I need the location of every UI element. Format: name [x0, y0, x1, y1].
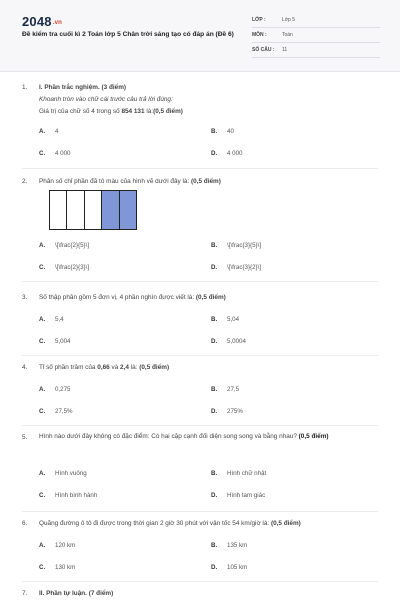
- option-text: Hình chữ nhật: [227, 470, 267, 477]
- option-label: D.: [211, 150, 218, 157]
- option-c[interactable]: [39, 408, 73, 415]
- option-label: D.: [211, 338, 218, 345]
- option-c[interactable]: [39, 150, 70, 157]
- meta-value: 11: [282, 47, 288, 53]
- text-part: và: [109, 364, 121, 371]
- option-text: 40: [227, 128, 234, 135]
- section-heading: I. Phần trắc nghiệm. (3 điểm): [39, 84, 127, 91]
- fraction-figure: [49, 190, 137, 230]
- points-label: (0,5 điểm): [298, 433, 329, 440]
- question-heading: [22, 84, 126, 91]
- option-b[interactable]: [211, 128, 234, 135]
- text-part: Hình nào dưới đây không có đặc điểm: Có hai cặp cạnh đối diện song song và bằng nhau?: [39, 433, 297, 440]
- option-c[interactable]: [39, 564, 75, 571]
- question-heading: [22, 178, 221, 185]
- question-text: Số thập phân gồm 5 đơn vị, 4 phần nghìn được viết là:: [39, 294, 195, 301]
- option-label: C.: [39, 338, 46, 345]
- option-label: B.: [211, 242, 218, 249]
- points-label: (0,5 điểm): [153, 108, 183, 115]
- option-label: A.: [39, 316, 46, 323]
- instruction-text: Khoanh tròn vào chữ cái trước câu trả lời đúng:: [39, 96, 173, 103]
- bold-number: 0,66: [97, 364, 110, 371]
- option-d[interactable]: [211, 150, 242, 157]
- option-b[interactable]: [211, 470, 266, 477]
- page-header: [0, 0, 400, 72]
- option-text: 5,4: [55, 316, 64, 323]
- figure-cell: [85, 191, 102, 229]
- divider: [22, 281, 378, 282]
- divider: [22, 355, 378, 356]
- text-part: là:: [128, 364, 138, 371]
- meta-key: LỚP :: [252, 17, 266, 23]
- option-a[interactable]: [39, 316, 64, 323]
- meta-row-subject: [252, 29, 380, 43]
- question-number-wrap: [22, 434, 39, 441]
- option-text: Hình bình hành: [55, 492, 98, 499]
- question-text: Phân số chỉ phần đã tô màu của hình vẽ dưới đây là:: [39, 178, 190, 185]
- figure-cell-shaded: [102, 191, 119, 229]
- option-text: 130 km: [55, 564, 76, 571]
- option-a[interactable]: [39, 128, 58, 135]
- instruction: [39, 96, 173, 103]
- question-number: 3.: [22, 294, 28, 301]
- question-number: 2.: [22, 178, 28, 185]
- question-number: 6.: [22, 520, 28, 527]
- option-text: 4: [55, 128, 59, 135]
- option-label: C.: [39, 150, 46, 157]
- option-c[interactable]: [39, 492, 97, 499]
- option-label: B.: [211, 316, 218, 323]
- option-label: A.: [39, 242, 46, 249]
- option-text: 4 000: [227, 150, 243, 157]
- option-b[interactable]: [211, 386, 239, 393]
- divider: [22, 168, 378, 169]
- question-heading: [22, 364, 169, 371]
- text-part: Tỉ số phần trăm của: [39, 364, 98, 371]
- option-text: 120 km: [55, 542, 76, 549]
- option-text: 27,5%: [55, 408, 73, 415]
- divider: [22, 581, 378, 582]
- option-label: D.: [211, 408, 218, 415]
- question-heading: [22, 294, 226, 301]
- meta-row-class: [252, 14, 380, 28]
- meta-value: Toán: [282, 32, 293, 38]
- question-number: 5.: [22, 434, 28, 441]
- option-label: D.: [211, 264, 218, 271]
- option-b[interactable]: [211, 242, 261, 249]
- question-text: [39, 108, 183, 115]
- option-text: Hình tam giác: [227, 492, 266, 499]
- option-text: 27,5: [227, 386, 240, 393]
- option-a[interactable]: [39, 470, 87, 477]
- meta-value: Lớp 5: [282, 17, 296, 23]
- option-text: Hình vuông: [55, 470, 87, 477]
- question-text: [39, 432, 379, 442]
- option-d[interactable]: [211, 338, 246, 345]
- option-label: C.: [39, 408, 46, 415]
- bold-number: 2,4: [120, 364, 129, 371]
- meta-key: MÔN :: [252, 32, 267, 38]
- meta-row-count: [252, 44, 380, 58]
- figure-cell: [67, 191, 84, 229]
- figure-cell-shaded: [120, 191, 136, 229]
- option-label: B.: [211, 386, 218, 393]
- figure-cell: [50, 191, 67, 229]
- option-text: \[\frac{3}{5}\]: [227, 242, 262, 249]
- option-label: D.: [211, 492, 218, 499]
- option-label: A.: [39, 470, 46, 477]
- divider: [22, 425, 378, 426]
- option-label: B.: [211, 542, 218, 549]
- option-label: D.: [211, 564, 218, 571]
- section-heading: II. Phần tự luận. (7 điểm): [39, 590, 114, 597]
- question-number: 1.: [22, 84, 28, 91]
- option-label: A.: [39, 542, 46, 549]
- option-text: 0,275: [55, 386, 71, 393]
- meta-panel: [252, 14, 380, 59]
- question-number: 4.: [22, 364, 28, 371]
- option-b[interactable]: [211, 316, 239, 323]
- option-a[interactable]: [39, 386, 70, 393]
- points-label: (0,5 điểm): [139, 364, 170, 371]
- question-number: 7.: [22, 590, 28, 597]
- option-b[interactable]: [211, 542, 247, 549]
- option-a[interactable]: [39, 542, 75, 549]
- option-text: 4 000: [55, 150, 71, 157]
- option-d[interactable]: [211, 564, 247, 571]
- option-text: \[\frac{2}{3}\]: [55, 264, 90, 271]
- option-label: C.: [39, 564, 46, 571]
- option-text: 275%: [227, 408, 243, 415]
- option-label: C.: [39, 264, 46, 271]
- option-d[interactable]: [211, 408, 243, 415]
- question-text: Quãng đường ô tô đi được trong thời gian 2 giờ 30 phút với vận tốc 54 km/giờ là:: [39, 520, 270, 527]
- bold-number: 854 131: [121, 108, 145, 115]
- option-label: A.: [39, 386, 46, 393]
- document-title: Đề kiểm tra cuối kì 2 Toán lớp 5 Chân trời sáng tạo có đáp án (Đề 6): [22, 31, 234, 38]
- option-text: 5,04: [227, 316, 240, 323]
- option-text: \[\frac{2}{5}\]: [55, 242, 90, 249]
- option-d[interactable]: [211, 264, 261, 271]
- text-part: là:: [144, 108, 154, 115]
- option-text: \[\frac{3}{2}\]: [227, 264, 262, 271]
- option-c[interactable]: [39, 264, 89, 271]
- question-heading: [22, 590, 113, 597]
- logo-text: 2048: [22, 14, 52, 29]
- divider: [22, 511, 378, 512]
- meta-key: SỐ CÂU :: [252, 47, 275, 53]
- option-text: 105 km: [227, 564, 248, 571]
- option-label: C.: [39, 492, 46, 499]
- logo-suffix: .vn: [52, 20, 63, 26]
- option-c[interactable]: [39, 338, 70, 345]
- site-logo[interactable]: [22, 14, 62, 29]
- points-label: (0,5 điểm): [191, 178, 221, 185]
- points-label: (0,5 điểm): [195, 294, 226, 301]
- option-d[interactable]: [211, 492, 265, 499]
- option-label: A.: [39, 128, 46, 135]
- question-heading: [22, 520, 301, 527]
- option-a[interactable]: [39, 242, 89, 249]
- option-text: 135 km: [227, 542, 248, 549]
- option-text: 5,004: [55, 338, 71, 345]
- points-label: (0,5 điểm): [270, 520, 301, 527]
- option-text: 5,0004: [227, 338, 246, 345]
- option-label: B.: [211, 128, 218, 135]
- text-part: Giá trị của chữ số 4 trong số: [39, 108, 122, 115]
- option-label: B.: [211, 470, 218, 477]
